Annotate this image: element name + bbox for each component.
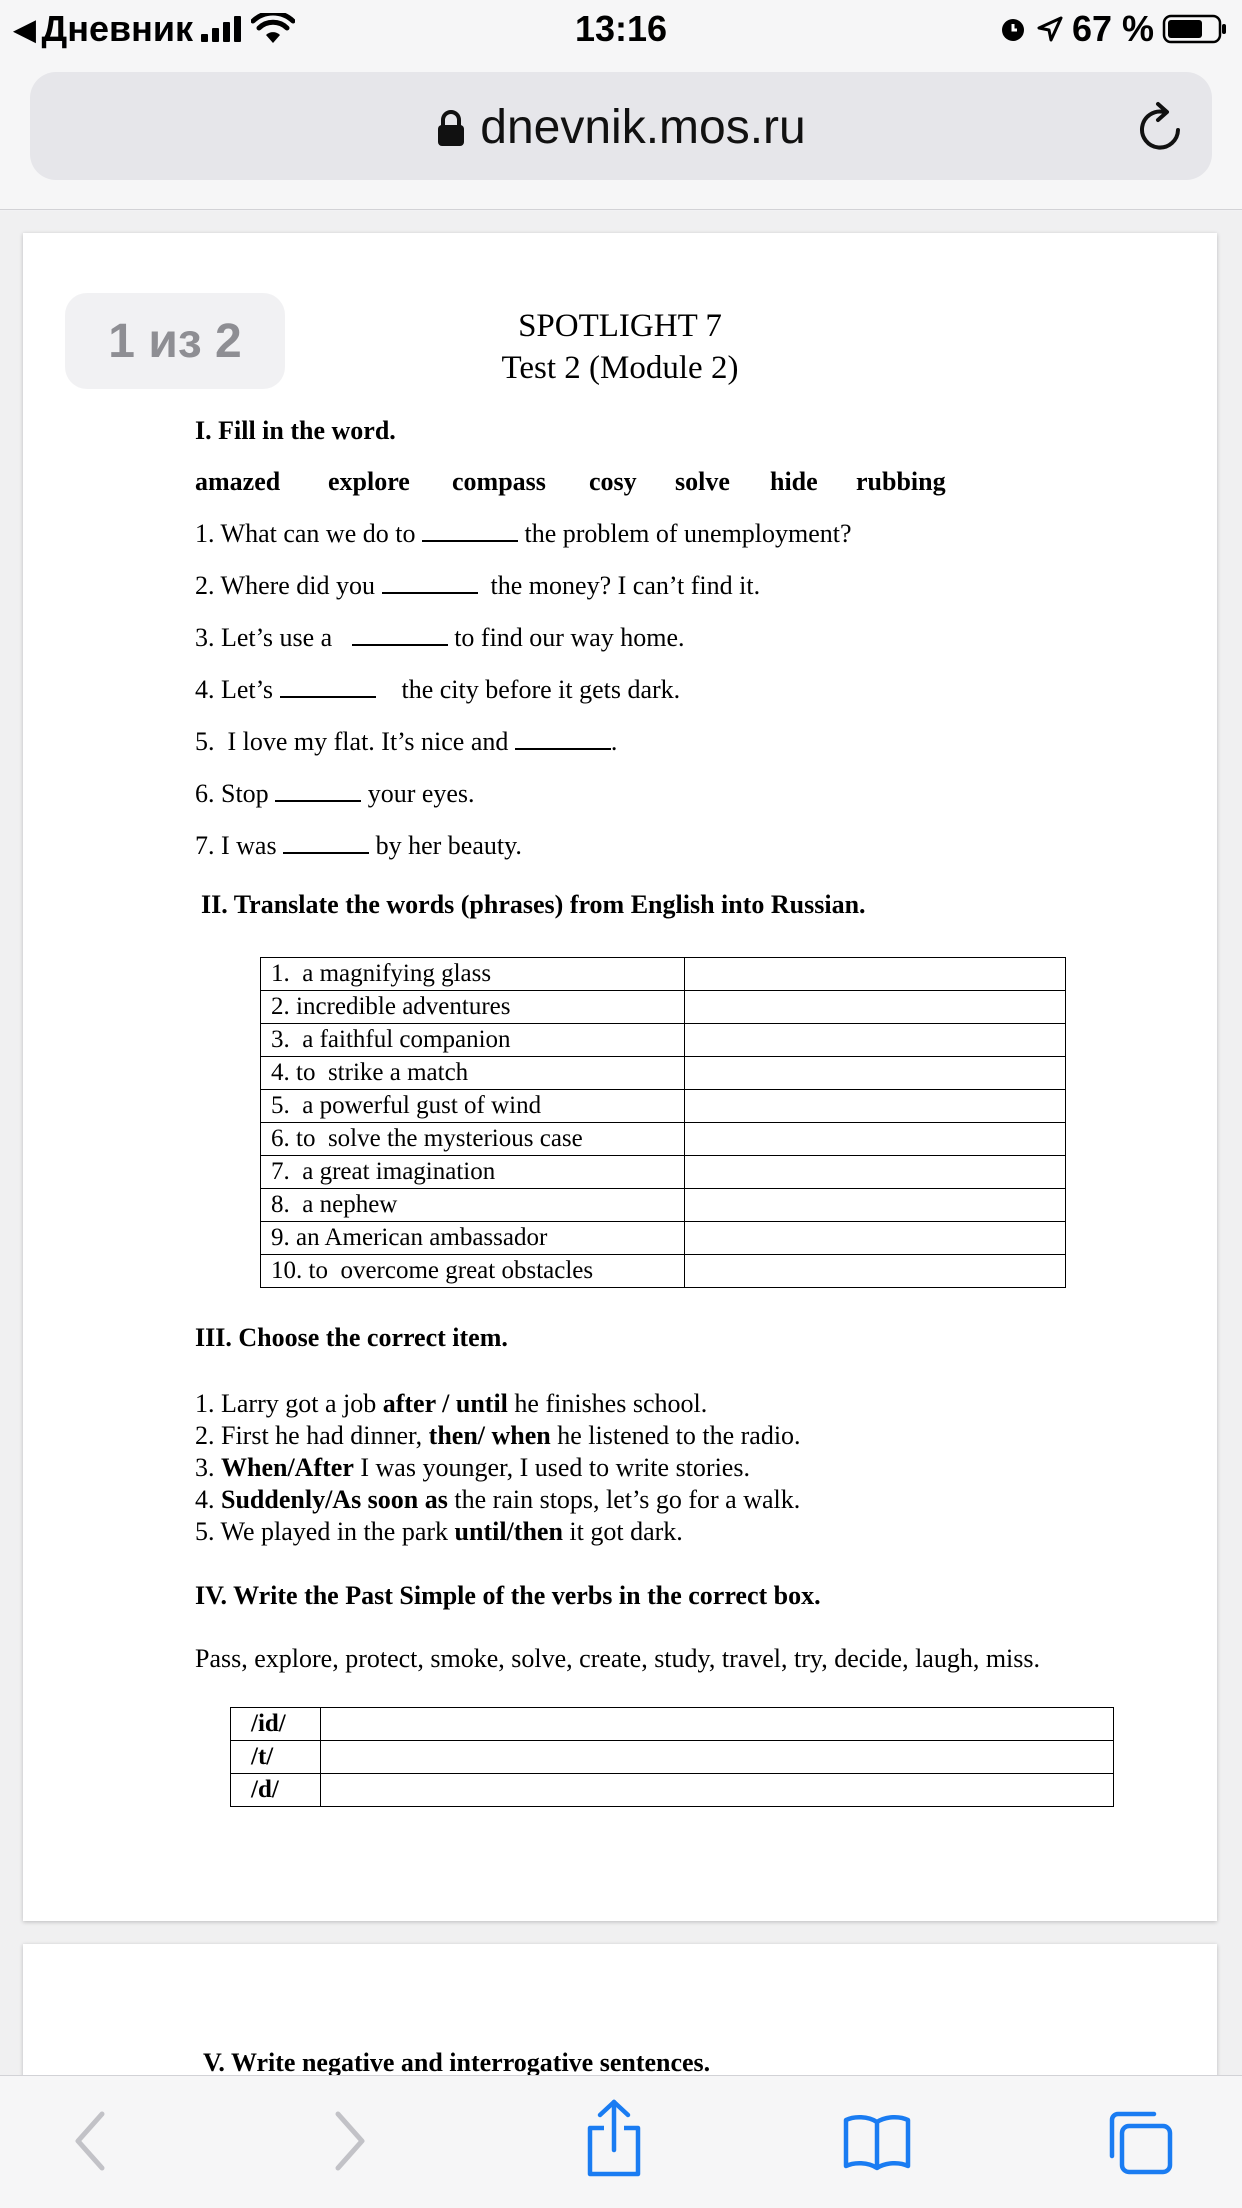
fill-item-6: 6. Stop your eyes.	[195, 779, 475, 808]
clock: 13:16	[574, 8, 668, 49]
document-page-2	[23, 1944, 1217, 2075]
table-row: 10. to overcome great obstacles	[261, 1255, 1066, 1288]
table-row: 3. a faithful companion	[261, 1024, 1066, 1057]
section-2-heading: II. Translate the words (phrases) from English into Russian.	[201, 890, 866, 919]
section-1-heading: I. Fill in the word.	[195, 416, 396, 445]
answer-cell	[321, 1741, 1114, 1774]
answer-cell	[685, 1090, 1066, 1123]
fill-item-2: 2. Where did you the money? I can’t find it.	[195, 571, 761, 600]
alarm-icon	[998, 14, 1028, 44]
answer-cell	[321, 1708, 1114, 1741]
battery-icon	[1162, 13, 1228, 45]
lock-icon	[436, 108, 466, 148]
back-app-label: Дневник	[41, 8, 193, 49]
document-viewer[interactable]	[0, 211, 1242, 2075]
answer-cell	[685, 1024, 1066, 1057]
battery-percent: 67 %	[1071, 8, 1154, 49]
tabs-icon[interactable]	[1104, 2108, 1176, 2178]
word: compass	[452, 467, 546, 496]
table-row: 7. a great imagination	[261, 1156, 1066, 1189]
browser-toolbar	[0, 2075, 1242, 2208]
answer-cell	[685, 1222, 1066, 1255]
answer-cell	[685, 1189, 1066, 1222]
section-3-heading: III. Choose the correct item.	[195, 1323, 508, 1352]
reload-icon[interactable]	[1134, 100, 1186, 154]
back-icon[interactable]	[70, 2106, 110, 2176]
page-indicator: 1 из 2	[65, 293, 285, 389]
answer-blank	[352, 626, 448, 646]
answer-cell	[321, 1774, 1114, 1807]
signal-icon	[199, 14, 245, 44]
answer-blank	[422, 522, 518, 542]
answer-cell	[685, 1255, 1066, 1288]
answer-cell	[685, 991, 1066, 1024]
word: solve	[675, 467, 730, 496]
fill-item-7: 7. I was by her beauty.	[195, 831, 522, 860]
list-item: 3. When/After I was younger, I used to write stories.	[195, 1453, 750, 1482]
answer-blank	[515, 730, 611, 750]
verb-list: Pass, explore, protect, smoke, solve, create, study, travel, try, decide, laugh, miss.	[195, 1644, 1041, 1673]
document-subtitle: Test 2 (Module 2)	[501, 350, 739, 386]
answer-cell	[685, 1123, 1066, 1156]
fill-item-5: 5. I love my flat. It’s nice and .	[195, 727, 618, 756]
table-row: 4. to strike a match	[261, 1057, 1066, 1090]
list-item: 5. We played in the park until/then it got dark.	[195, 1517, 683, 1546]
section-4-heading: IV. Write the Past Simple of the verbs in the correct box.	[195, 1581, 821, 1610]
answer-cell	[685, 958, 1066, 991]
browser-header	[0, 62, 1242, 210]
word: explore	[328, 467, 410, 496]
list-item: 2. First he had dinner, then/ when he listened to the radio.	[195, 1421, 801, 1450]
translation-table	[260, 957, 1066, 1288]
document-page-1	[23, 233, 1217, 1921]
address-bar[interactable]	[30, 72, 1212, 180]
table-row: /id/	[231, 1708, 1114, 1741]
table-row: /d/	[231, 1774, 1114, 1807]
choose-list	[195, 1388, 801, 1548]
table-row: 8. a nephew	[261, 1189, 1066, 1222]
back-to-app[interactable]	[14, 8, 295, 50]
table-row: 5. a powerful gust of wind	[261, 1090, 1066, 1123]
fill-item-1: 1. What can we do to the problem of unemployment?	[195, 519, 852, 548]
word: rubbing	[856, 467, 946, 496]
section-5-heading: V. Write negative and interrogative sentences.	[203, 2048, 711, 2075]
answer-blank	[382, 574, 478, 594]
table-row: 9. an American ambassador	[261, 1222, 1066, 1255]
bookmarks-icon[interactable]	[842, 2112, 912, 2172]
share-icon[interactable]	[582, 2098, 646, 2178]
answer-cell	[685, 1156, 1066, 1189]
answer-blank	[280, 678, 376, 698]
list-item: 4. Suddenly/As soon as the rain stops, let’s go for a walk.	[195, 1485, 801, 1514]
answer-blank	[275, 782, 361, 802]
wifi-icon	[251, 13, 295, 45]
back-arrow-icon: ◀	[14, 13, 36, 45]
fill-item-4: 4. Let’s the city before it gets dark.	[195, 675, 681, 704]
past-simple-table	[230, 1707, 1114, 1807]
word: amazed	[195, 467, 281, 496]
forward-icon[interactable]	[330, 2106, 370, 2176]
table-row: 2. incredible adventures	[261, 991, 1066, 1024]
table-row: 6. to solve the mysterious case	[261, 1123, 1066, 1156]
location-icon	[1036, 15, 1064, 43]
url-text: dnevnik.mos.ru	[480, 101, 806, 154]
answer-blank	[283, 834, 369, 854]
fill-item-3: 3. Let’s use a to find our way home.	[195, 623, 685, 652]
table-row: 1. a magnifying glass	[261, 958, 1066, 991]
table-row: /t/	[231, 1741, 1114, 1774]
answer-cell	[685, 1057, 1066, 1090]
word: hide	[770, 467, 818, 496]
document-title: SPOTLIGHT 7	[518, 308, 722, 344]
word: cosy	[589, 467, 637, 496]
status-bar	[0, 0, 1242, 62]
list-item: 1. Larry got a job after / until he finishes school.	[195, 1389, 708, 1418]
